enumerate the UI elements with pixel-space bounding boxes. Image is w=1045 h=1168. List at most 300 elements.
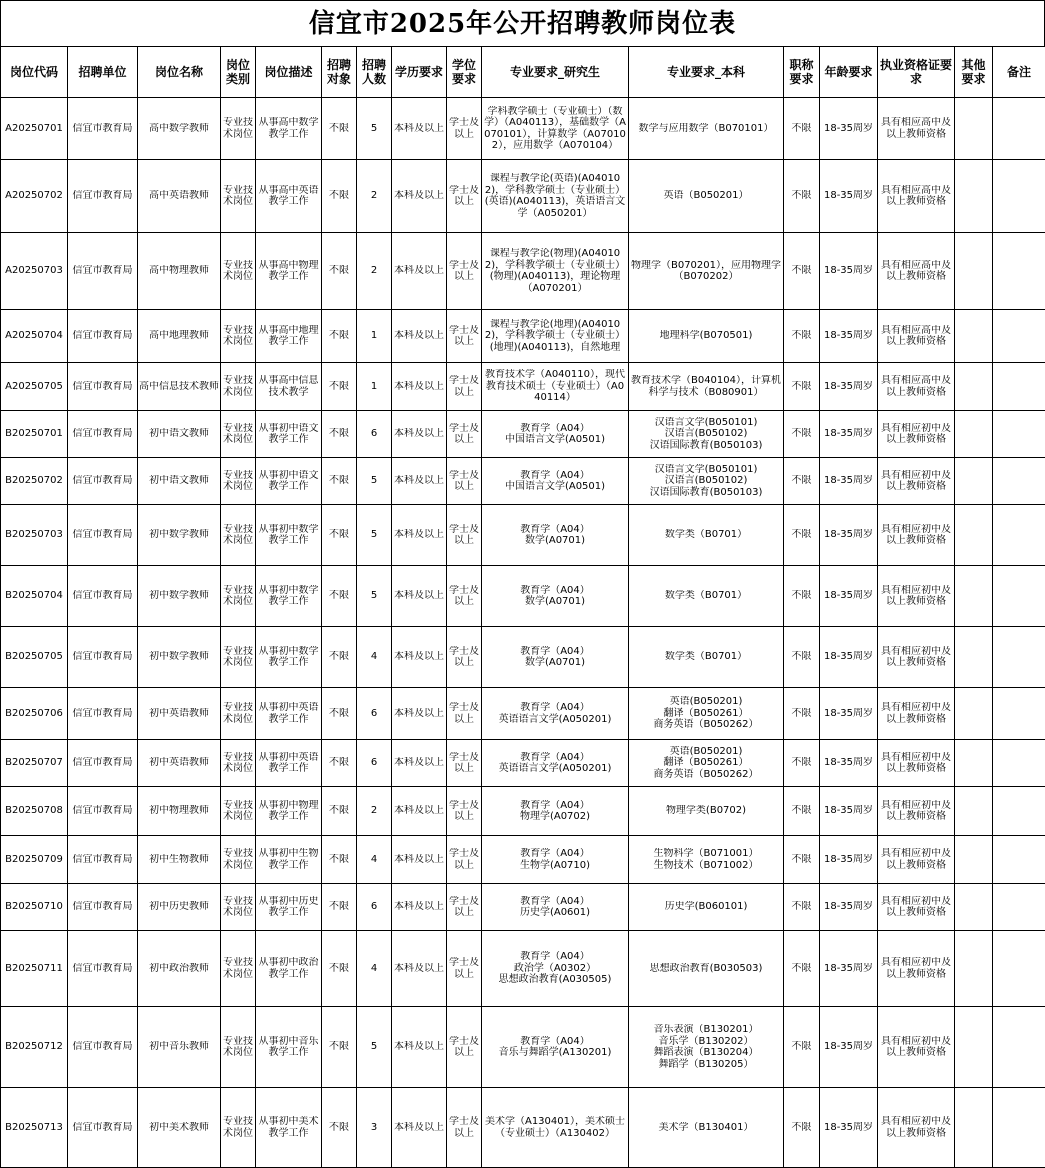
position-code (1, 411, 68, 458)
cell-text: 学士及以上 (449, 895, 479, 918)
title-requirement (784, 836, 820, 884)
position-description (256, 363, 322, 411)
title-requirement (784, 363, 820, 411)
bachelor-major (629, 160, 784, 233)
position-description (256, 458, 322, 505)
cell-text: 不限 (791, 707, 812, 719)
cell-text: 本科及以上 (394, 529, 444, 541)
cell-text: 5 (370, 122, 378, 134)
remarks (993, 505, 1045, 566)
position-code (1, 505, 68, 566)
cell-text: 不限 (329, 962, 349, 974)
cell-text: B20250701 (5, 428, 63, 440)
cell-text: 学士及以上 (449, 375, 479, 398)
cell-text: A20250703 (5, 265, 63, 277)
cell-text: 不限 (329, 265, 349, 277)
table-row (1, 627, 1045, 688)
cell-text: 本科及以上 (394, 962, 444, 974)
position-name (138, 363, 221, 411)
other-requirement (955, 310, 993, 363)
recruit-target (322, 566, 357, 627)
cell-text: 不限 (791, 805, 812, 817)
cell-text: 4 (370, 651, 378, 663)
cell-text: 不限 (329, 190, 349, 202)
remarks (993, 931, 1045, 1007)
position-category (221, 566, 256, 627)
graduate-major (482, 787, 629, 836)
title-requirement (784, 505, 820, 566)
age-requirement (820, 931, 878, 1007)
cell-text: 初中英语教师 (149, 707, 209, 719)
header-cell: 职称要求 (784, 47, 820, 98)
cell-text: 高中数学教师 (149, 122, 209, 134)
cell-text: 教育学（A04） 生物学(A0710) (519, 848, 591, 871)
cell-text: 初中语文教师 (149, 428, 209, 440)
cell-text: 专业技术岗位 (223, 117, 253, 140)
cell-text: 信宜市教育局 (72, 901, 133, 913)
cell-text: 不限 (791, 1041, 812, 1053)
other-requirement (955, 627, 993, 688)
position-name (138, 566, 221, 627)
header-cell: 年龄要求 (820, 47, 878, 98)
graduate-major (482, 740, 629, 787)
cell-text: 不限 (791, 190, 812, 202)
cell-text: 学士及以上 (449, 751, 479, 774)
graduate-major (482, 160, 629, 233)
recruit-count (357, 740, 392, 787)
cell-text: 本科及以上 (394, 707, 444, 719)
recruit-target (322, 1088, 357, 1168)
cell-text: 本科及以上 (394, 122, 444, 134)
positions-table (0, 46, 1045, 1168)
table-row (1, 160, 1045, 233)
position-description (256, 160, 322, 233)
bachelor-major (629, 1088, 784, 1168)
bachelor-major (629, 566, 784, 627)
table-row (1, 566, 1045, 627)
position-code (1, 787, 68, 836)
age-requirement (820, 1088, 878, 1168)
cell-text: 从事高中信息技术教学 (258, 375, 319, 398)
cell-text: 18-35周岁 (823, 805, 874, 817)
title-requirement (784, 160, 820, 233)
age-requirement (820, 505, 878, 566)
recruiting-unit (68, 688, 138, 740)
header-cell: 备注 (993, 47, 1045, 98)
position-description (256, 411, 322, 458)
position-description (256, 1007, 322, 1088)
degree-requirement (447, 627, 482, 688)
cell-text: 不限 (791, 1121, 812, 1133)
position-category (221, 1007, 256, 1088)
bachelor-major (629, 233, 784, 310)
position-category (221, 458, 256, 505)
cell-text: 不限 (791, 651, 812, 663)
education-requirement (392, 98, 447, 160)
recruit-count (357, 458, 392, 505)
cell-text: 信宜市教育局 (72, 853, 133, 865)
cell-text: 具有相应初中及以上教师资格 (881, 645, 951, 668)
cell-text: 信宜市教育局 (72, 805, 133, 817)
recruiting-unit (68, 884, 138, 931)
cell-text: 英语(B050201) 翻译（B050261） 商务英语（B050262） (653, 696, 759, 731)
position-code (1, 458, 68, 505)
cell-text: 具有相应初中及以上教师资格 (881, 751, 951, 774)
cell-text: 不限 (791, 265, 812, 277)
cell-text: 专业技术岗位 (223, 259, 253, 282)
position-code (1, 740, 68, 787)
degree-requirement (447, 931, 482, 1007)
cell-text: A20250704 (5, 330, 63, 342)
table-row (1, 1007, 1045, 1088)
cell-text: 不限 (329, 529, 349, 541)
cell-text: 专业技术岗位 (223, 848, 253, 871)
remarks (993, 310, 1045, 363)
recruit-count (357, 505, 392, 566)
cell-text: B20250704 (5, 590, 63, 602)
cell-text: 不限 (791, 122, 812, 134)
cell-text: 本科及以上 (394, 901, 444, 913)
cell-text: B20250708 (5, 805, 63, 817)
degree-requirement (447, 566, 482, 627)
other-requirement (955, 458, 993, 505)
certificate-requirement (878, 566, 955, 627)
certificate-requirement (878, 884, 955, 931)
cell-text: 美术学（B130401） (658, 1121, 754, 1133)
cell-text: 不限 (329, 805, 349, 817)
position-description (256, 1088, 322, 1168)
cell-text: 信宜市教育局 (72, 590, 133, 602)
cell-text: 教育学（A04） 中国语言文学(A0501) (504, 422, 606, 445)
cell-text: 18-35周岁 (823, 962, 874, 974)
cell-text: 不限 (791, 853, 812, 865)
position-code (1, 310, 68, 363)
education-requirement (392, 740, 447, 787)
bachelor-major (629, 884, 784, 931)
cell-text: 专业技术岗位 (223, 1116, 253, 1139)
cell-text: 具有相应初中及以上教师资格 (881, 584, 951, 607)
cell-text: 18-35周岁 (823, 330, 874, 342)
position-category (221, 931, 256, 1007)
cell-text: A20250705 (5, 380, 63, 392)
position-description (256, 627, 322, 688)
table-row (1, 233, 1045, 310)
cell-text: 18-35周岁 (823, 122, 874, 134)
cell-text: 初中物理教师 (149, 805, 209, 817)
recruit-target (322, 98, 357, 160)
header-cell: 岗位代码 (1, 47, 68, 98)
cell-text: 不限 (791, 590, 812, 602)
position-code (1, 98, 68, 160)
cell-text: 5 (370, 590, 378, 602)
table-row (1, 884, 1045, 931)
recruit-count (357, 233, 392, 310)
recruit-count (357, 931, 392, 1007)
position-category (221, 740, 256, 787)
degree-requirement (447, 884, 482, 931)
cell-text: 18-35周岁 (823, 757, 874, 769)
cell-text: 专业技术岗位 (223, 584, 253, 607)
cell-text: 信宜市教育局 (72, 757, 133, 769)
table-row (1, 1088, 1045, 1168)
education-requirement (392, 627, 447, 688)
position-code (1, 233, 68, 310)
cell-text: 专业技术岗位 (223, 895, 253, 918)
cell-text: 18-35周岁 (823, 590, 874, 602)
recruit-count (357, 884, 392, 931)
age-requirement (820, 627, 878, 688)
cell-text: 从事高中数学教学工作 (258, 117, 319, 140)
cell-text: 2 (370, 190, 378, 202)
recruit-target (322, 505, 357, 566)
position-name (138, 1007, 221, 1088)
cell-text: 教育学（A04） 英语语言文学(A050201) (498, 702, 612, 725)
table-row (1, 688, 1045, 740)
cell-text: 教育学（A04） 中国语言文学(A0501) (504, 469, 606, 492)
degree-requirement (447, 310, 482, 363)
remarks (993, 787, 1045, 836)
cell-text: 5 (370, 1041, 378, 1053)
cell-text: 信宜市教育局 (72, 1121, 133, 1133)
cell-text: 本科及以上 (394, 1121, 444, 1133)
cell-text: 专业技术岗位 (223, 702, 253, 725)
education-requirement (392, 1088, 447, 1168)
cell-text: 不限 (791, 901, 812, 913)
age-requirement (820, 160, 878, 233)
bachelor-major (629, 505, 784, 566)
age-requirement (820, 411, 878, 458)
education-requirement (392, 884, 447, 931)
remarks (993, 740, 1045, 787)
certificate-requirement (878, 836, 955, 884)
cell-text: 6 (370, 757, 378, 769)
header-cell: 执业资格证要求 (878, 47, 955, 98)
cell-text: 不限 (329, 651, 349, 663)
cell-text: 不限 (329, 590, 349, 602)
cell-text: 具有相应初中及以上教师资格 (881, 1035, 951, 1058)
cell-text: 学士及以上 (449, 584, 479, 607)
cell-text: A20250702 (5, 190, 63, 202)
position-description (256, 688, 322, 740)
cell-text: 教育学（A04） 数学(A0701) (520, 645, 590, 668)
cell-text: 具有相应高中及以上教师资格 (881, 259, 951, 282)
education-requirement (392, 1007, 447, 1088)
header-cell: 岗位类别 (221, 47, 256, 98)
title-requirement (784, 740, 820, 787)
certificate-requirement (878, 1088, 955, 1168)
title-requirement (784, 884, 820, 931)
recruit-target (322, 740, 357, 787)
cell-text: 18-35周岁 (823, 529, 874, 541)
certificate-requirement (878, 931, 955, 1007)
graduate-major (482, 411, 629, 458)
cell-text: 学士及以上 (449, 848, 479, 871)
certificate-requirement (878, 688, 955, 740)
cell-text: 信宜市教育局 (72, 1041, 133, 1053)
position-name (138, 836, 221, 884)
cell-text: 具有相应高中及以上教师资格 (881, 375, 951, 398)
cell-text: 从事高中英语教学工作 (258, 184, 319, 207)
header-cell: 岗位描述 (256, 47, 322, 98)
degree-requirement (447, 98, 482, 160)
cell-text: 专业技术岗位 (223, 751, 253, 774)
cell-text: B20250703 (5, 529, 63, 541)
age-requirement (820, 566, 878, 627)
recruit-count (357, 160, 392, 233)
certificate-requirement (878, 363, 955, 411)
cell-text: 具有相应初中及以上教师资格 (881, 895, 951, 918)
education-requirement (392, 688, 447, 740)
age-requirement (820, 787, 878, 836)
cell-text: 不限 (329, 122, 349, 134)
degree-requirement (447, 411, 482, 458)
cell-text: 专业技术岗位 (223, 799, 253, 822)
cell-text: 从事高中地理教学工作 (258, 324, 319, 347)
degree-requirement (447, 363, 482, 411)
education-requirement (392, 411, 447, 458)
cell-text: 本科及以上 (394, 330, 444, 342)
cell-text: 5 (370, 529, 378, 541)
cell-text: 从事初中生物教学工作 (258, 848, 319, 871)
remarks (993, 566, 1045, 627)
degree-requirement (447, 787, 482, 836)
cell-text: 本科及以上 (394, 853, 444, 865)
recruit-target (322, 1007, 357, 1088)
recruit-target (322, 627, 357, 688)
cell-text: 英语(B050201) 翻译（B050261） 商务英语（B050262） (653, 745, 759, 780)
cell-text: 教育技术学（B040104），计算机科学与技术（B080901） (630, 375, 782, 398)
graduate-major (482, 836, 629, 884)
recruit-target (322, 160, 357, 233)
recruit-count (357, 566, 392, 627)
title-requirement (784, 1007, 820, 1088)
position-description (256, 310, 322, 363)
cell-text: 18-35周岁 (823, 475, 874, 487)
header-cell: 专业要求_研究生 (482, 47, 629, 98)
cell-text: 初中美术教师 (149, 1121, 209, 1133)
cell-text: 信宜市教育局 (72, 651, 133, 663)
cell-text: 具有相应初中及以上教师资格 (881, 523, 951, 546)
cell-text: 不限 (329, 1121, 349, 1133)
cell-text: 不限 (329, 428, 349, 440)
age-requirement (820, 836, 878, 884)
cell-text: 具有相应初中及以上教师资格 (881, 469, 951, 492)
position-name (138, 787, 221, 836)
title-requirement (784, 1088, 820, 1168)
age-requirement (820, 233, 878, 310)
position-code (1, 931, 68, 1007)
cell-text: 专业技术岗位 (223, 645, 253, 668)
education-requirement (392, 458, 447, 505)
cell-text: 学士及以上 (449, 702, 479, 725)
position-category (221, 884, 256, 931)
cell-text: 本科及以上 (394, 651, 444, 663)
recruiting-unit (68, 1007, 138, 1088)
cell-text: 学士及以上 (449, 1116, 479, 1139)
graduate-major (482, 458, 629, 505)
recruiting-unit (68, 1088, 138, 1168)
cell-text: 不限 (329, 757, 349, 769)
other-requirement (955, 566, 993, 627)
title-requirement (784, 98, 820, 160)
recruit-target (322, 931, 357, 1007)
cell-text: 学士及以上 (449, 523, 479, 546)
cell-text: 18-35周岁 (823, 265, 874, 277)
education-requirement (392, 233, 447, 310)
cell-text: 从事初中数学教学工作 (258, 645, 319, 668)
recruiting-unit (68, 98, 138, 160)
cell-text: 高中地理教师 (149, 330, 209, 342)
position-name (138, 627, 221, 688)
cell-text: 18-35周岁 (823, 1121, 874, 1133)
cell-text: 教育学（A04） 英语语言文学(A050201) (498, 751, 612, 774)
cell-text: 从事初中语文教学工作 (258, 469, 319, 492)
position-code (1, 836, 68, 884)
cell-text: 从事初中美术教学工作 (258, 1116, 319, 1139)
recruiting-unit (68, 310, 138, 363)
remarks (993, 458, 1045, 505)
cell-text: 学士及以上 (449, 1035, 479, 1058)
remarks (993, 627, 1045, 688)
degree-requirement (447, 688, 482, 740)
position-category (221, 505, 256, 566)
cell-text: 信宜市教育局 (72, 529, 133, 541)
remarks (993, 233, 1045, 310)
other-requirement (955, 931, 993, 1007)
cell-text: 从事初中英语教学工作 (258, 751, 319, 774)
cell-text: 具有相应初中及以上教师资格 (881, 957, 951, 980)
title-requirement (784, 566, 820, 627)
title-requirement (784, 310, 820, 363)
other-requirement (955, 1007, 993, 1088)
position-description (256, 836, 322, 884)
cell-text: 具有相应高中及以上教师资格 (881, 184, 951, 207)
recruit-target (322, 363, 357, 411)
other-requirement (955, 1088, 993, 1168)
bachelor-major (629, 627, 784, 688)
header-cell: 招聘人数 (357, 47, 392, 98)
header-cell: 学历要求 (392, 47, 447, 98)
degree-requirement (447, 1088, 482, 1168)
cell-text: 教育学（A04） 音乐与舞蹈学(A130201) (498, 1035, 612, 1058)
cell-text: 具有相应高中及以上教师资格 (881, 117, 951, 140)
cell-text: 物理学类(B0702) (665, 805, 747, 817)
cell-text: 英语（B050201） (663, 190, 749, 202)
position-category (221, 1088, 256, 1168)
cell-text: 信宜市教育局 (72, 475, 133, 487)
other-requirement (955, 98, 993, 160)
remarks (993, 160, 1045, 233)
cell-text: 专业技术岗位 (223, 1035, 253, 1058)
table-row (1, 363, 1045, 411)
certificate-requirement (878, 411, 955, 458)
graduate-major (482, 1007, 629, 1088)
cell-text: 不限 (791, 380, 812, 392)
cell-text: 从事初中音乐教学工作 (258, 1035, 319, 1058)
bachelor-major (629, 458, 784, 505)
cell-text: 不限 (329, 1041, 349, 1053)
cell-text: 从事初中语文教学工作 (258, 422, 319, 445)
cell-text: 4 (370, 853, 378, 865)
education-requirement (392, 160, 447, 233)
other-requirement (955, 740, 993, 787)
certificate-requirement (878, 310, 955, 363)
cell-text: 本科及以上 (394, 1041, 444, 1053)
cell-text: 数学与应用数学（B070101） (638, 122, 774, 134)
cell-text: 数学类（B0701） (664, 651, 748, 663)
cell-text: 专业技术岗位 (223, 422, 253, 445)
cell-text: 物理学（B070201），应用物理学（B070202） (630, 259, 782, 282)
